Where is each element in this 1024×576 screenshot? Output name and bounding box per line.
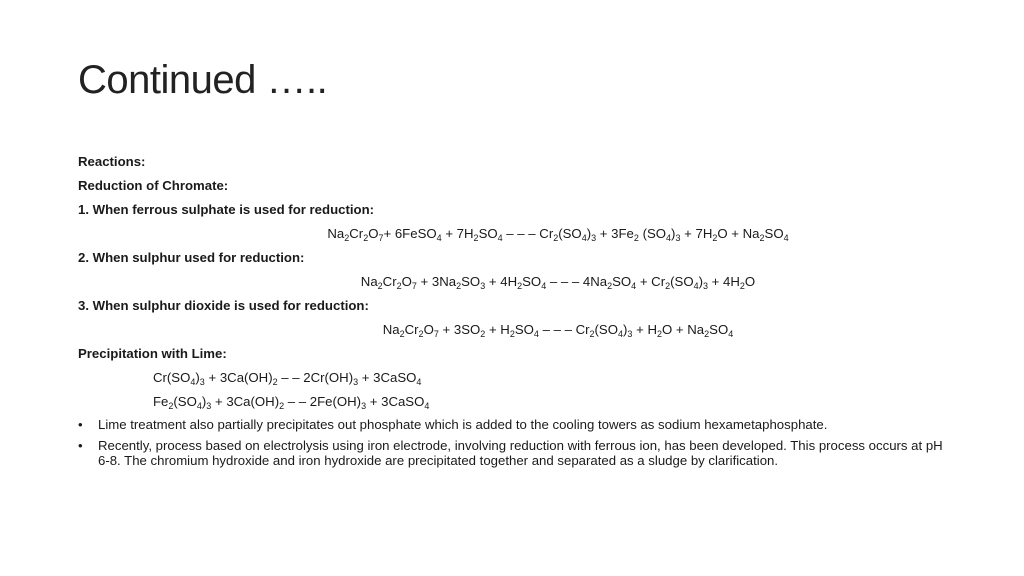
heading-ferrous-sulphate: 1. When ferrous sulphate is used for reduction: — [78, 202, 375, 217]
equation-3: $Na_2Cr_2O_7 + 3SO_2 + H_2SO_4$ – – – $Cr_2(SO_4)_3 + H_2O + Na_2SO_4$ — [382, 322, 734, 339]
equation-2-row — [78, 270, 958, 294]
heading-sulphur: 2. When sulphur used for reduction: — [78, 250, 305, 265]
equation-2: $Na_2Cr_2O_7 + 3Na_2SO_3 + 4H_2SO_4$ – – – $4Na_2SO_4 + Cr_2(SO_4)_3 + 4H_2O$ — [360, 274, 756, 291]
equation-4: $Cr(SO_4)_3 + 3Ca(OH)_2$ – – $2Cr(OH)_3$ + 3CaSO$_4$ — [153, 370, 422, 387]
heading-reduction-of-chromate: Reduction of Chromate: — [78, 178, 229, 193]
slide-content — [78, 150, 958, 474]
bullet-item-electrolysis — [78, 438, 958, 468]
heading-reactions: Reactions: — [78, 154, 146, 169]
equation-1-row — [78, 222, 958, 246]
bullet-text: Recently, process based on electrolysis using iron electrode, involving reduction with ferrous ion, has been developed. This process occurs at pH 6-8. The chromium hydroxide and iron hydroxide are precipitated together and separated as a sludge by clarification. — [98, 438, 943, 468]
bullet-icon: • — [78, 438, 83, 453]
bullet-text: Lime treatment also partially precipitates out phosphate which is added to the cooling towers as sodium hexametaphosphate. — [98, 417, 828, 432]
heading-sulphur-dioxide: 3. When sulphur dioxide is used for reduction: — [78, 298, 369, 313]
equation-5: $Fe_2(SO_4)_3 + 3Ca(OH)_2$ – – $2Fe(OH)_3$ + 3CaSO$_4$ — [153, 394, 430, 411]
equation-1: $Na_2Cr_2O_7+$ 6FeSO$_4$ + $7H_2SO_4$ – – – $Cr_2(SO_4)_3 + 3Fe_2$ $(SO_4)_3 + 7H_2O + Na_2SO_4$ — [327, 226, 789, 243]
heading-precipitation-with-lime: Precipitation with Lime: — [78, 346, 227, 361]
bullet-icon: • — [78, 417, 83, 432]
bullet-item-lime-treatment — [78, 417, 958, 432]
equation-3-row — [78, 318, 958, 342]
slide-title: Continued ….. — [78, 58, 328, 102]
